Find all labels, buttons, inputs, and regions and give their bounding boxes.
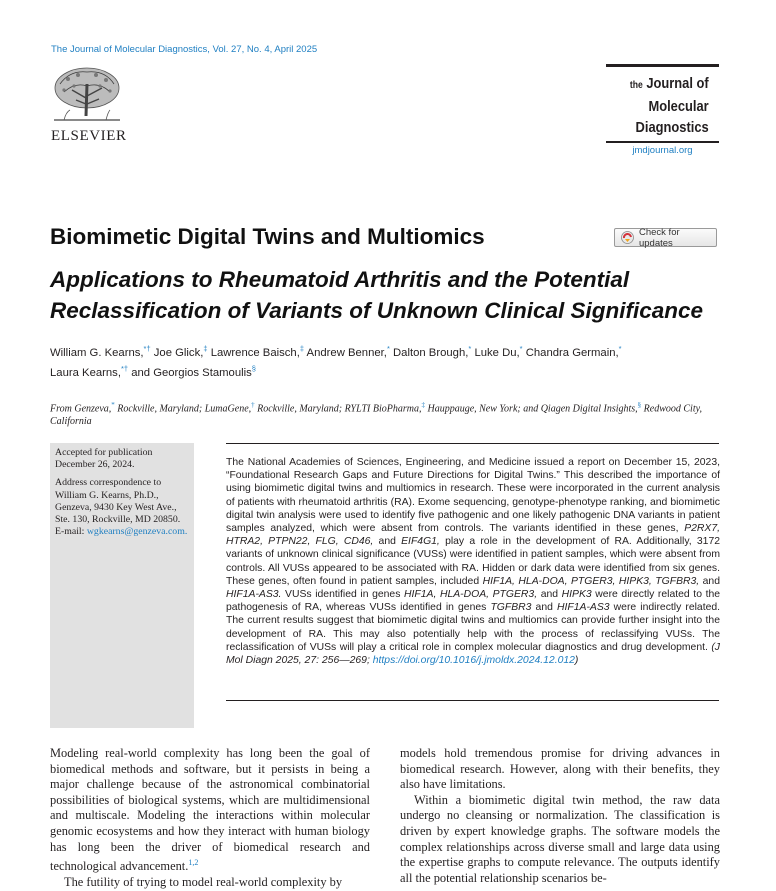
address-text: Address correspondence to William G. Kearns, Ph.D., Genzeva, 9430 Key West Ave., Ste. 130, Rockville, MD 20850. [55, 477, 181, 526]
affiliation-text: Hauppauge, New York; and Qiagen Digital Insights, [427, 403, 638, 415]
author-name: Chandra Germain, [525, 346, 619, 359]
body-paragraph: Within a biomimetic digital twin method, the raw data undergo no cleansing or normalization. The classification is driven by expert knowledge graphs. The software models the complex relationships across diverse small and large data using the expertise graphs to compute relevance. The outputs identify all the potential relationship scenarios be- [400, 792, 720, 885]
body-column-right [400, 746, 720, 886]
author-name: Lawrence Baisch, [210, 346, 300, 359]
body-column-left [50, 746, 370, 890]
affiliation-text: Rockville, Maryland; LumaGene, [117, 403, 252, 415]
journal-logo-line1: Journal of [646, 75, 709, 92]
citation-close: ) [574, 655, 579, 667]
abstract-text [226, 456, 720, 667]
author-name: Andrew Benner, [306, 346, 387, 359]
author-mark[interactable]: ‡ [203, 344, 208, 353]
correspondence-address [55, 477, 189, 538]
abstract-segment: were indirectly related. The current results suggest that biomimetic digital twins and multiomics can provide further insight into the development of RA. This may also potentially help with the process of reclassifying VUSs. The reclassification of VUSs will play a critical role in complex molecular diagnostics and drug development. [226, 602, 721, 653]
body-paragraph [50, 746, 370, 875]
journal-url-link[interactable]: jmdjournal.org [632, 145, 693, 156]
abstract-top-rule [226, 443, 719, 444]
gene-list: P2RX7, HTRA2, PTPN22, FLG, CD46, [226, 523, 720, 548]
email-link[interactable]: wgkearns@genzeva.com. [86, 526, 188, 538]
abstract-segment: and [535, 602, 553, 614]
journal-logo-line2: Molecular [648, 98, 709, 115]
abstract-segment: and [378, 536, 396, 548]
abstract-segment: play a role in the development of RA. Additionally, 3172 variants of unknown clinical significance (VUSs) were identified in patient samples, which were absent from controls. All VUSs appeared to be associated with RA. Hidden or dark data were identified from six genes. These genes, often found in patient samples, included [226, 536, 721, 587]
journal-logo-line3: Diagnostics [635, 119, 709, 136]
journal-citation-line: The Journal of Molecular Diagnostics, Vol. 27, No. 4, April 2025 [51, 44, 318, 55]
elsevier-tree-logo [50, 64, 124, 126]
gene-list: HIPK3 [561, 589, 592, 601]
body-text: Modeling real-world complexity has long been the goal of biomedical methods and software, but it persists in being a major challenge because of the astronomical combinatorial possibilities of biological systems, which are multidimensional and multiscale. Modeling the interactions within molecular genomic ecosystems and how they interact with human biology has long been the driver of biomedical research and technological advancement. [50, 746, 370, 874]
check-for-updates-label: Check for updates [638, 226, 680, 249]
abstract-segment: were directly related to the pathogenesis of RA, whereas VUSs identified in genes [226, 589, 721, 614]
body-paragraph: The futility of trying to model real-world complexity by [64, 874, 343, 889]
accepted-date: Accepted for publication December 26, 2024. [55, 447, 153, 471]
author-list [50, 341, 740, 381]
gene-list: HIF1A-AS3. [226, 589, 282, 601]
journal-logo [606, 64, 719, 143]
author-name: Dalton Brough, [393, 346, 469, 359]
author-name: Joe Glick, [153, 346, 204, 359]
author-name: Laura Kearns, [50, 366, 121, 379]
affiliation-mark: ‡ [421, 401, 425, 409]
article-title: Biomimetic Digital Twins and Multiomics [50, 224, 485, 249]
body-paragraph: models hold tremendous promise for driving advances in biomedical research. However, along with their benefits, they also have limitations. [400, 746, 720, 792]
abstract-segment: and [702, 575, 720, 587]
doi-link[interactable]: https://doi.org/10.1016/j.jmoldx.2024.12.012 [372, 655, 575, 667]
affiliation-text: Redwood City, California [50, 403, 702, 428]
reference-link[interactable]: 1,2 [188, 858, 199, 868]
affiliations [50, 399, 730, 428]
gene-list: TGFBR3 [490, 602, 532, 614]
abstract-segment: The National Academies of Sciences, Engineering, and Medicine issued a report on December 15, 2023, “Foundational Research Gaps and Future Directions for Digital Twins.” This described the importance of using biomimetic digital twins and multiomics in research. These were incorporated in the current analysis of patients with rheumatoid arthritis (RA). Exome sequencing, genotype-phenotype ranking, and biomimetic digital twin analysis were used to identify five pathogenic and one likely pathogenic DNA variants in patient samples analyzed, which were absent from controls. The variants identified in these genes, [226, 457, 720, 535]
affiliation-mark: § [637, 401, 642, 409]
author-mark[interactable]: * [468, 344, 472, 353]
gene-list: HIF1A, HLA-DOA, PTGER3, [404, 589, 538, 601]
gene-list: HIF1A, HLA-DOA, PTGER3, HIPK3, TGFBR3, [482, 575, 700, 587]
affiliation-text: Rockville, Maryland; RYLTI BioPharma, [257, 403, 422, 415]
email-label: E-mail: [55, 526, 85, 538]
author-mark[interactable]: * [519, 344, 523, 353]
journal-logo-the: the [630, 80, 644, 91]
author-mark[interactable]: *† [120, 363, 129, 373]
author-mark[interactable]: § [251, 363, 256, 373]
author-mark[interactable]: *† [143, 344, 151, 353]
affiliation-mark: * [111, 401, 115, 409]
check-for-updates-button[interactable] [614, 228, 717, 247]
gene-list: EIF4G1, [401, 536, 440, 548]
abstract-segment: VUSs identified in genes [285, 589, 401, 601]
affiliation-mark: † [251, 401, 255, 409]
author-mark[interactable]: ‡ [299, 344, 305, 353]
author-name: Luke Du, [474, 346, 520, 359]
author-mark[interactable]: * [386, 344, 390, 353]
abstract-bottom-rule [226, 700, 719, 701]
article-info-sidebar [50, 443, 194, 728]
check-updates-icon [621, 231, 634, 244]
abstract-segment: and [540, 589, 559, 601]
author-mark[interactable]: * [618, 344, 622, 353]
affiliation-text: From Genzeva, [50, 403, 112, 415]
author-name: and Georgios Stamoulis [131, 366, 252, 379]
author-name: William G. Kearns, [50, 346, 144, 359]
gene-list: HIF1A-AS3 [557, 602, 610, 614]
journal-citation: (J Mol Diagn 2025, 27: 256—269; [226, 641, 720, 667]
publisher-wordmark: ELSEVIER [51, 128, 127, 144]
article-subtitle: Applications to Rheumatoid Arthritis and the Potential Reclassification of Variants of Unknown Clinical Significance [50, 267, 704, 323]
